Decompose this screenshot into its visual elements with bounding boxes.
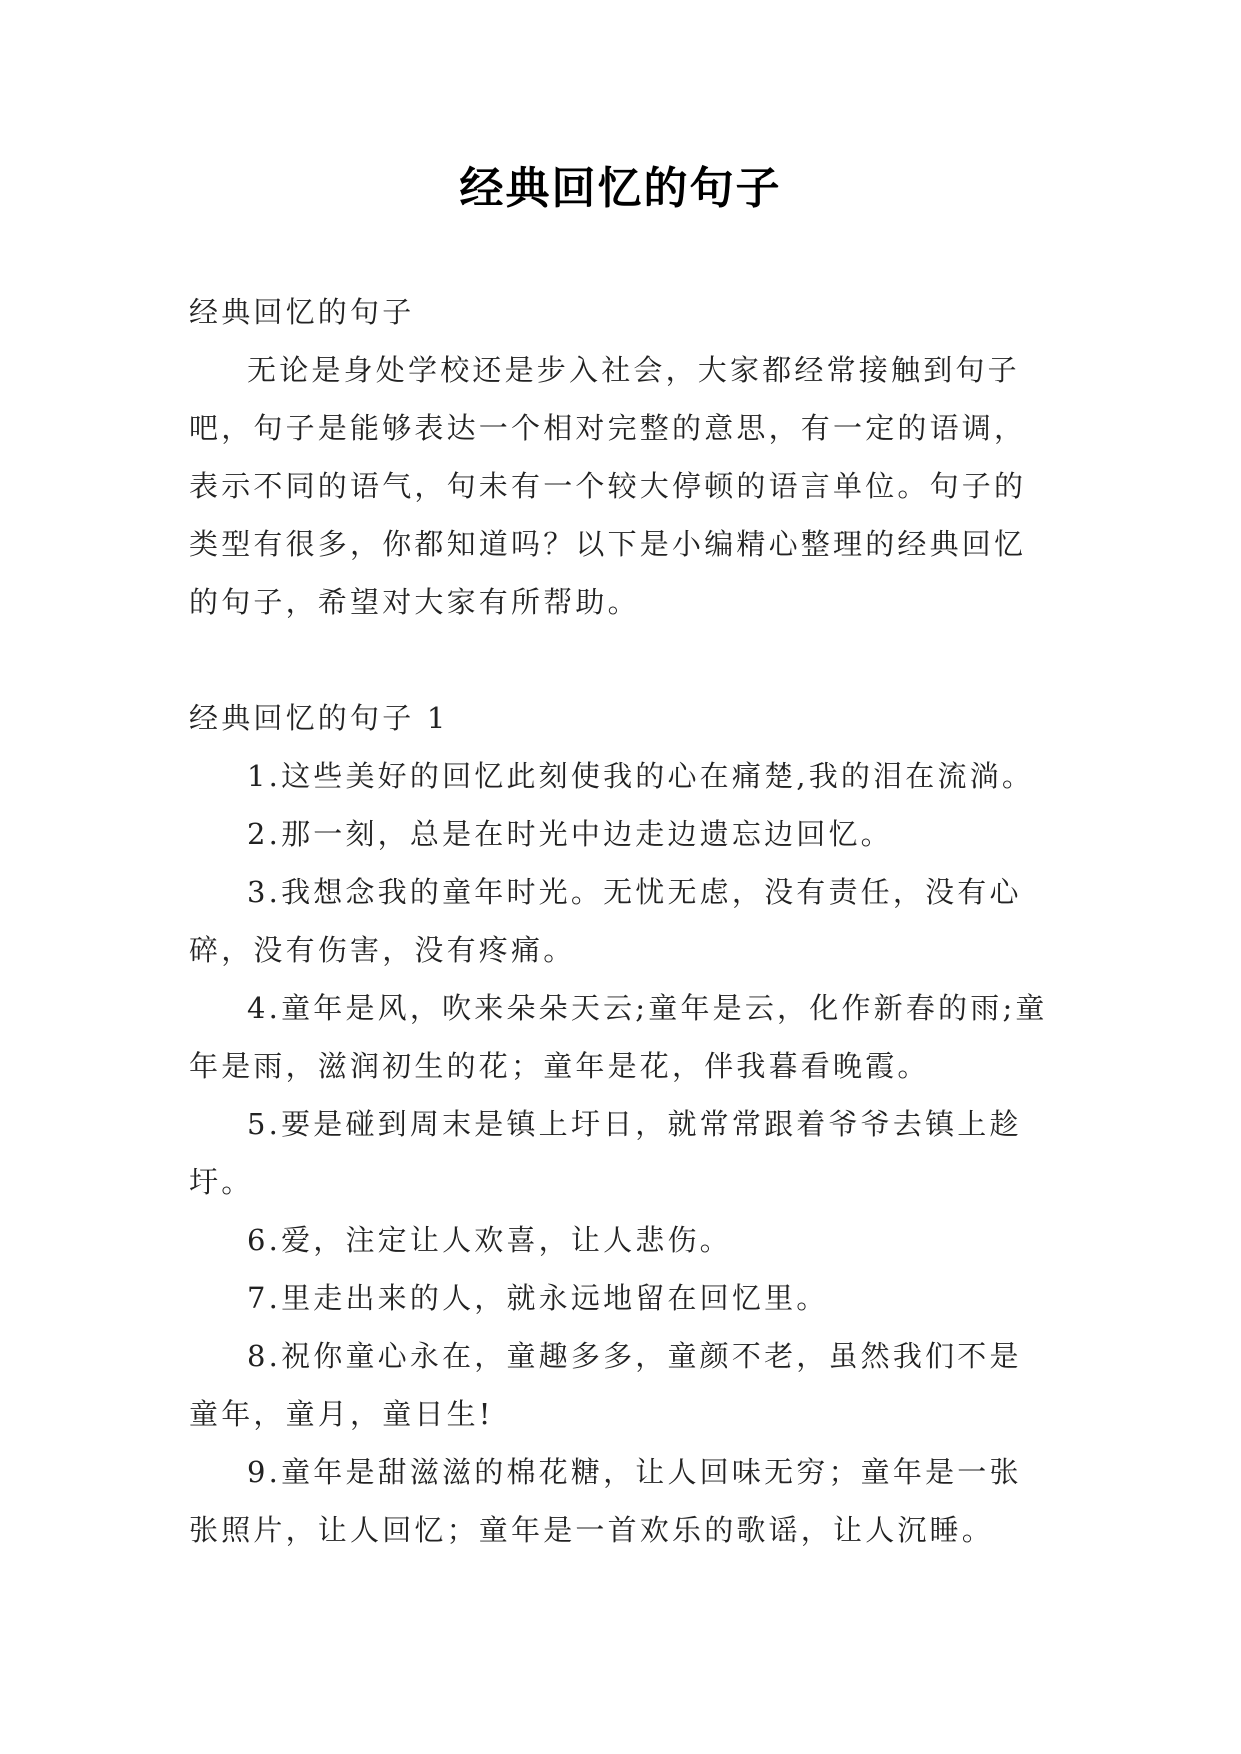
section-heading: 经典回忆的句子 1	[189, 701, 449, 735]
list-item: 6.爱，注定让人欢喜，让人悲伤。	[247, 1223, 732, 1257]
list-item: 8.祝你童心永在，童趣多多，童颜不老，虽然我们不是童年，童月，童日生!	[189, 1339, 1022, 1431]
list-item: 2.那一刻，总是在时光中边走边遗忘边回忆。	[247, 817, 893, 851]
intro-paragraph: 无论是身处学校还是步入社会，大家都经常接触到句子吧，句子是能够表达一个相对完整的意思，有一定的语调，表示不同的语气，句未有一个较大停顿的语言单位。句子的类型有很多，你都知道吗？以下是小编精心整理的经典回忆的句子，希望对大家有所帮助。	[189, 353, 1027, 619]
list-item: 1.这些美好的回忆此刻使我的心在痛楚,我的泪在流淌。	[247, 759, 1035, 793]
document-title: 经典回忆的句子	[459, 163, 782, 214]
list-item: 4.童年是风，吹来朵朵天云;童年是云，化作新春的雨;童年是雨，滋润初生的花；童年是花，伴我暮看晚霞。	[189, 991, 1048, 1083]
intro-heading: 经典回忆的句子	[189, 295, 415, 329]
list-item: 3.我想念我的童年时光。无忧无虑，没有责任，没有心碎，没有伤害，没有疼痛。	[189, 875, 1022, 967]
list-item: 9.童年是甜滋滋的棉花糖，让人回味无穷；童年是一张张照片，让人回忆；童年是一首欢乐的歌谣，让人沉睡。	[189, 1455, 1022, 1547]
list-item: 7.里走出来的人，就永远地留在回忆里。	[247, 1281, 829, 1315]
list-item: 5.要是碰到周末是镇上圩日，就常常跟着爷爷去镇上趁圩。	[189, 1107, 1022, 1199]
document-body	[189, 283, 1051, 1559]
section-spacer	[189, 631, 1051, 689]
